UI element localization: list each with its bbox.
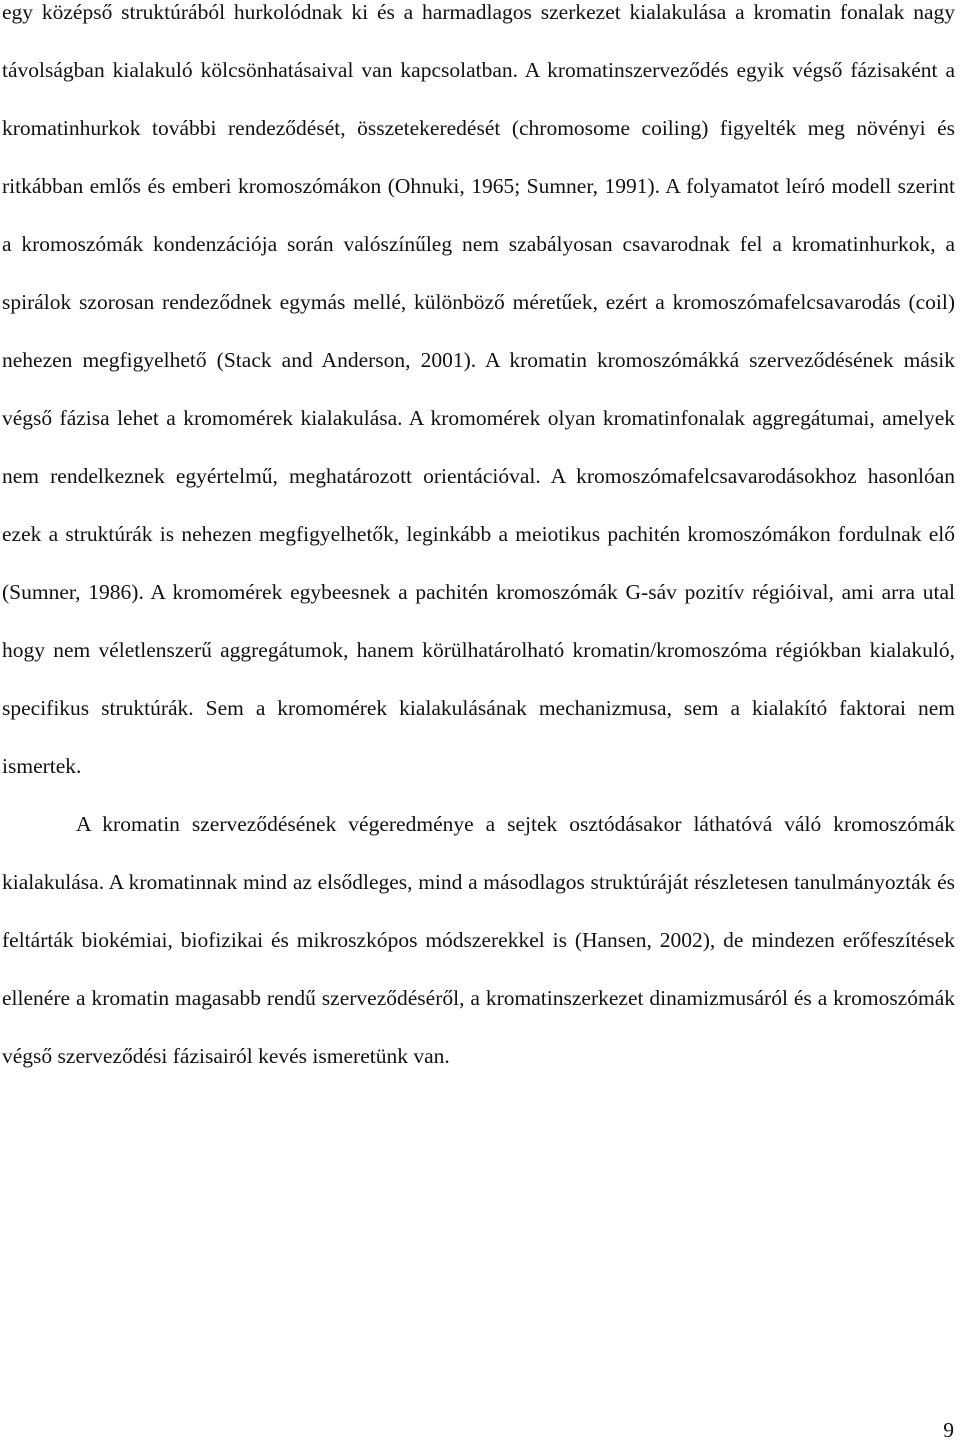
document-body — [2, 0, 955, 1085]
page-number: 9 — [943, 1418, 954, 1442]
paragraph-chromosome-formation: A kromatin szerveződésének végeredménye a sejtek osztódásakor láthatóvá váló kromoszómák kialakulása. A kromatinnak mind az elsődleges, mind a másodlagos struktúráját részletesen tanulmányozták és feltárták biokémiai, biofizikai és mikroszkópos módszerekkel is (Hansen, 2002), de mindezen erőfeszítések ellenére a kromatin magasabb rendű szerveződéséről, a kromatinszerkezet dinamizmusáról és a kromoszómák végső szerveződési fázisairól kevés ismeretünk van. — [2, 812, 955, 1068]
paragraph-chromatin-coiling: egy középső struktúrából hurkolódnak ki és a harmadlagos szerkezet kialakulása a kromatin fonalak nagy távolságban kialakuló kölcsönhatásaival van kapcsolatban. A kromatinszerveződés egyik végső fázisaként a kromatinhurkok további rendeződését, összetekeredését (chromosome coiling) figyelték meg növényi és ritkábban emlős és emberi kromoszómákon (Ohnuki, 1965; Sumner, 1991). A folyamatot leíró modell szerint a kromoszómák kondenzációja során valószínűleg nem szabályosan csavarodnak fel a kromatinhurkok, a spirálok szorosan rendeződnek egymás mellé, különböző méretűek, ezért a kromoszómafelcsavarodás (coil) nehezen megfigyelhető (Stack and Anderson, 2001). A kromatin kromoszómákká szerveződésének másik végső fázisa lehet a kromomérek kialakulása. A kromomérek olyan kromatinfonalak aggregátumai, amelyek nem rendelkeznek egyértelmű, meghatározott orientációval. A kromoszómafelcsavarodásokhoz hasonlóan ezek a struktúrák is nehezen megfigyelhetők, leginkább a meiotikus pachitén kromoszómákon fordulnak elő (Sumner, 1986). A kromomérek egybeesnek a pachitén kromoszómák G-sáv pozitív régióival, ami arra utal hogy nem véletlenszerű aggregátumok, hanem körülhatárolható kromatin/kromoszóma régiókban kialakuló, specifikus struktúrák. Sem a kromomérek kialakulásának mechanizmusa, sem a kialakító faktorai nem ismertek. — [2, 0, 955, 778]
